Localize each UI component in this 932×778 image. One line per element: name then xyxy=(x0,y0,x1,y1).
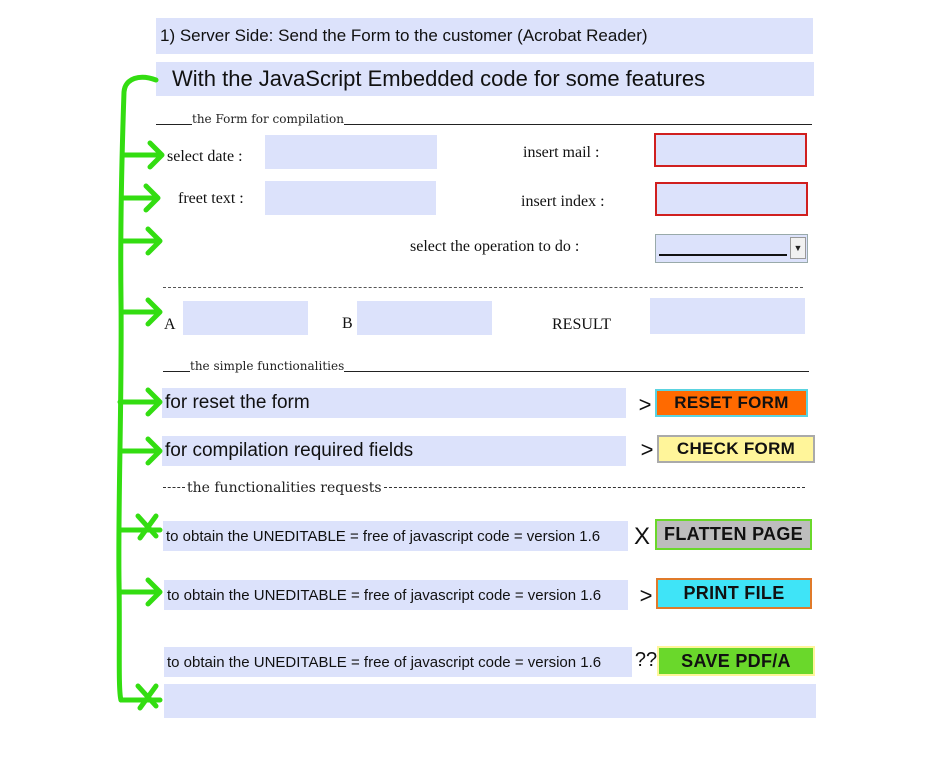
annotation-x-icon xyxy=(121,686,160,708)
reset-description-text: for reset the form xyxy=(165,392,310,413)
page-title: 1) Server Side: Send the Form to the customer (Acrobat Reader) xyxy=(160,26,648,45)
free-text-field[interactable] xyxy=(265,181,436,215)
operation-select-value xyxy=(659,254,787,256)
subtitle-bar xyxy=(156,62,814,96)
print-description xyxy=(164,580,628,610)
print-file-button[interactable]: PRINT FILE xyxy=(656,578,812,609)
result-field xyxy=(650,298,805,334)
empty-bottom-field xyxy=(164,684,816,718)
arrow-icon xyxy=(121,439,160,463)
insert-index-label: insert index : xyxy=(521,193,605,210)
flatten-marker: X xyxy=(633,523,650,550)
mail-field[interactable] xyxy=(654,133,807,167)
compilation-section-label: the Form for compilation xyxy=(156,110,812,125)
arrow-icon xyxy=(122,186,158,210)
annotation-x-icon xyxy=(121,516,160,538)
insert-mail-label: insert mail : xyxy=(523,144,600,161)
arrow-icon xyxy=(123,229,160,253)
requests-section-label: the functionalities requests xyxy=(163,480,805,495)
arrow-icon xyxy=(122,300,160,324)
select-date-label: select date : xyxy=(167,148,243,165)
page-subtitle: With the JavaScript Embedded code for some features xyxy=(172,66,706,91)
save-pdfa-button[interactable]: SAVE PDF/A xyxy=(657,646,815,676)
flatten-description-text: to obtain the UNEDITABLE = free of javascript code = version 1.6 xyxy=(166,527,601,545)
arrow-icon xyxy=(120,580,160,604)
check-description-text: for compilation required fields xyxy=(165,440,414,461)
flatten-description xyxy=(163,521,628,551)
b-label: B xyxy=(342,315,353,332)
check-marker: > xyxy=(640,437,654,462)
reset-marker: > xyxy=(638,392,652,417)
save-marker: ?? xyxy=(634,648,658,671)
b-field[interactable] xyxy=(357,301,492,335)
print-marker: > xyxy=(639,583,653,608)
select-date-field[interactable] xyxy=(265,135,437,169)
reset-form-button[interactable]: RESET FORM xyxy=(655,389,808,417)
index-field[interactable] xyxy=(655,182,808,216)
flatten-page-button[interactable]: FLATTEN PAGE xyxy=(655,519,812,550)
divider-dashed xyxy=(163,287,803,288)
print-description-text: to obtain the UNEDITABLE = free of javascript code = version 1.6 xyxy=(167,586,602,604)
result-label: RESULT xyxy=(552,316,611,333)
check-form-button[interactable]: CHECK FORM xyxy=(657,435,815,463)
operation-select[interactable] xyxy=(655,234,808,263)
arrow-icon xyxy=(120,390,160,414)
chevron-down-icon[interactable]: ▼ xyxy=(790,237,806,259)
save-description-text: to obtain the UNEDITABLE = free of javascript code = version 1.6 xyxy=(167,653,602,671)
simple-section-label: the simple functionalities xyxy=(163,357,809,372)
arrow-icon xyxy=(123,143,162,167)
operation-label: select the operation to do : xyxy=(410,238,580,255)
reset-description xyxy=(162,388,626,418)
a-field[interactable] xyxy=(183,301,308,335)
annotation-vertical-bracket xyxy=(119,77,156,700)
check-description xyxy=(162,436,626,466)
free-text-label: freet text : xyxy=(178,190,244,207)
save-description xyxy=(164,647,632,677)
a-label: A xyxy=(164,316,176,333)
page-title-bar xyxy=(156,18,813,54)
